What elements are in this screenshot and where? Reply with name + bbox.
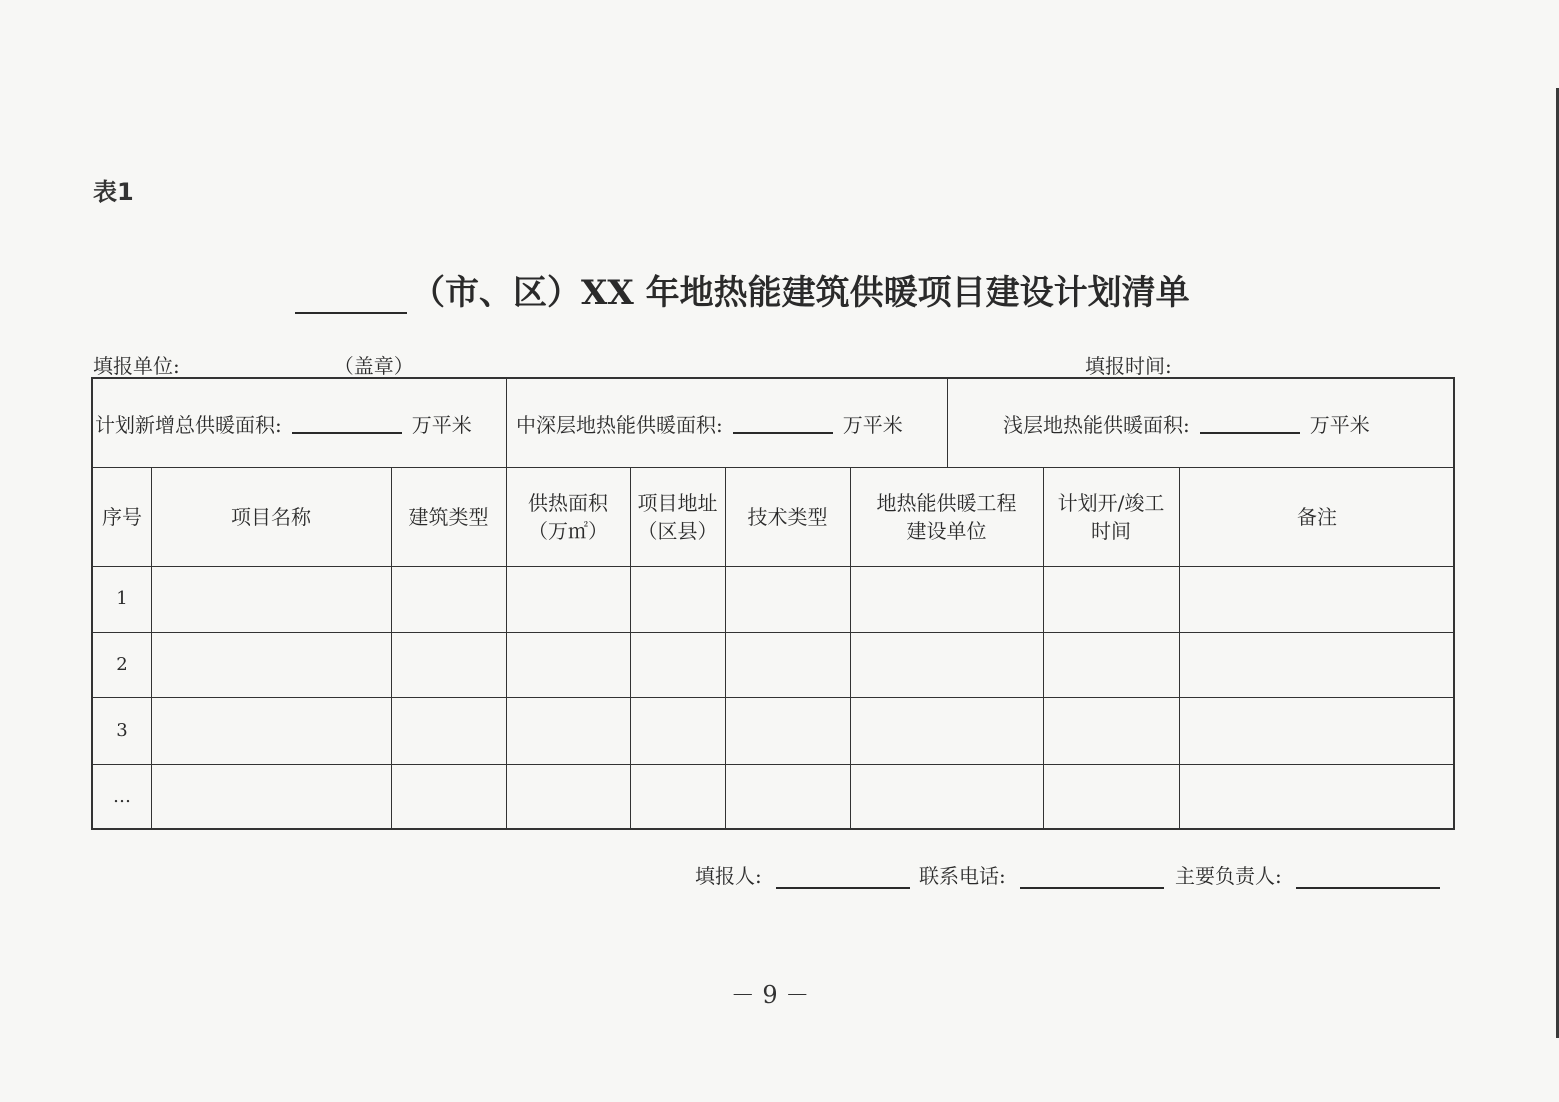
phone-blank[interactable]: [1020, 867, 1164, 889]
column-header-schedule: [1043, 467, 1179, 566]
column-header-project-address: [630, 467, 725, 566]
divider: [506, 379, 507, 467]
shallow-unit: 万平米: [1309, 412, 1370, 437]
total-area-unit: 万平米: [411, 412, 472, 437]
column-header-building-type: 建筑类型: [408, 504, 489, 529]
mid-deep-label: 中深层地热能供暖面积:: [516, 412, 723, 437]
column-header-remarks: 备注: [1297, 504, 1337, 529]
column-header-line: 计划开/竣工: [1057, 490, 1165, 515]
phone-field: [919, 860, 1164, 889]
leader-label: 主要负责人:: [1175, 864, 1282, 888]
fill-unit-blank: [192, 357, 334, 379]
column-header-line: 时间: [1091, 518, 1131, 543]
fill-time-row: [1085, 350, 1340, 379]
page-title: [295, 266, 1255, 314]
divider: [93, 697, 1453, 698]
region-blank: [295, 272, 407, 314]
column-header-heating-area: [506, 467, 630, 566]
fill-time-label: 填报时间:: [1085, 354, 1172, 378]
total-area-blank[interactable]: [292, 412, 402, 434]
page-number: － 9 －: [730, 981, 810, 1009]
row-index: 2: [116, 653, 128, 675]
reporter-field: [695, 860, 910, 889]
row-index: …: [113, 786, 131, 807]
divider: [93, 764, 1453, 765]
mid-deep-area-field: [516, 379, 946, 467]
column-header-tech-type: 技术类型: [747, 504, 828, 529]
column-header-line: （区县）: [637, 518, 718, 543]
column-header-line: 地热能供暖工程: [876, 490, 1017, 515]
column-header-line: 建设单位: [906, 518, 987, 543]
column-header-index: 序号: [102, 504, 142, 529]
phone-label: 联系电话:: [919, 864, 1006, 888]
row-index: 3: [116, 719, 128, 741]
reporter-blank[interactable]: [776, 867, 910, 889]
divider: [93, 632, 1453, 633]
fill-unit-row: [93, 350, 414, 379]
column-header-project-name: 项目名称: [231, 504, 311, 529]
column-header-line: 项目地址: [637, 490, 718, 515]
mid-deep-blank[interactable]: [733, 412, 833, 434]
leader-blank[interactable]: [1296, 867, 1440, 889]
row-index: 1: [116, 588, 128, 609]
divider: [93, 566, 1453, 567]
column-header-construction-unit: [850, 467, 1043, 566]
table-label: 表1: [93, 178, 134, 206]
seal-note: （盖章）: [333, 354, 414, 378]
leader-field: [1175, 860, 1440, 889]
total-area-label: 计划新增总供暖面积:: [95, 412, 282, 437]
title-text: （市、区）XX 年地热能建筑供暖项目建设计划清单: [411, 273, 1190, 313]
shallow-blank[interactable]: [1200, 412, 1300, 434]
mid-deep-unit: 万平米: [842, 412, 903, 437]
fill-unit-label: 填报单位:: [93, 354, 180, 378]
plan-table: [91, 377, 1455, 830]
reporter-label: 填报人:: [695, 864, 762, 888]
fill-time-blank: [1184, 357, 1340, 379]
total-area-field: [95, 379, 506, 467]
shallow-area-field: [1003, 379, 1453, 467]
shallow-label: 浅层地热能供暖面积:: [1003, 412, 1190, 437]
column-header-line: （万㎡）: [528, 518, 608, 543]
column-header-line: 供热面积: [528, 490, 608, 515]
divider: [947, 379, 948, 467]
